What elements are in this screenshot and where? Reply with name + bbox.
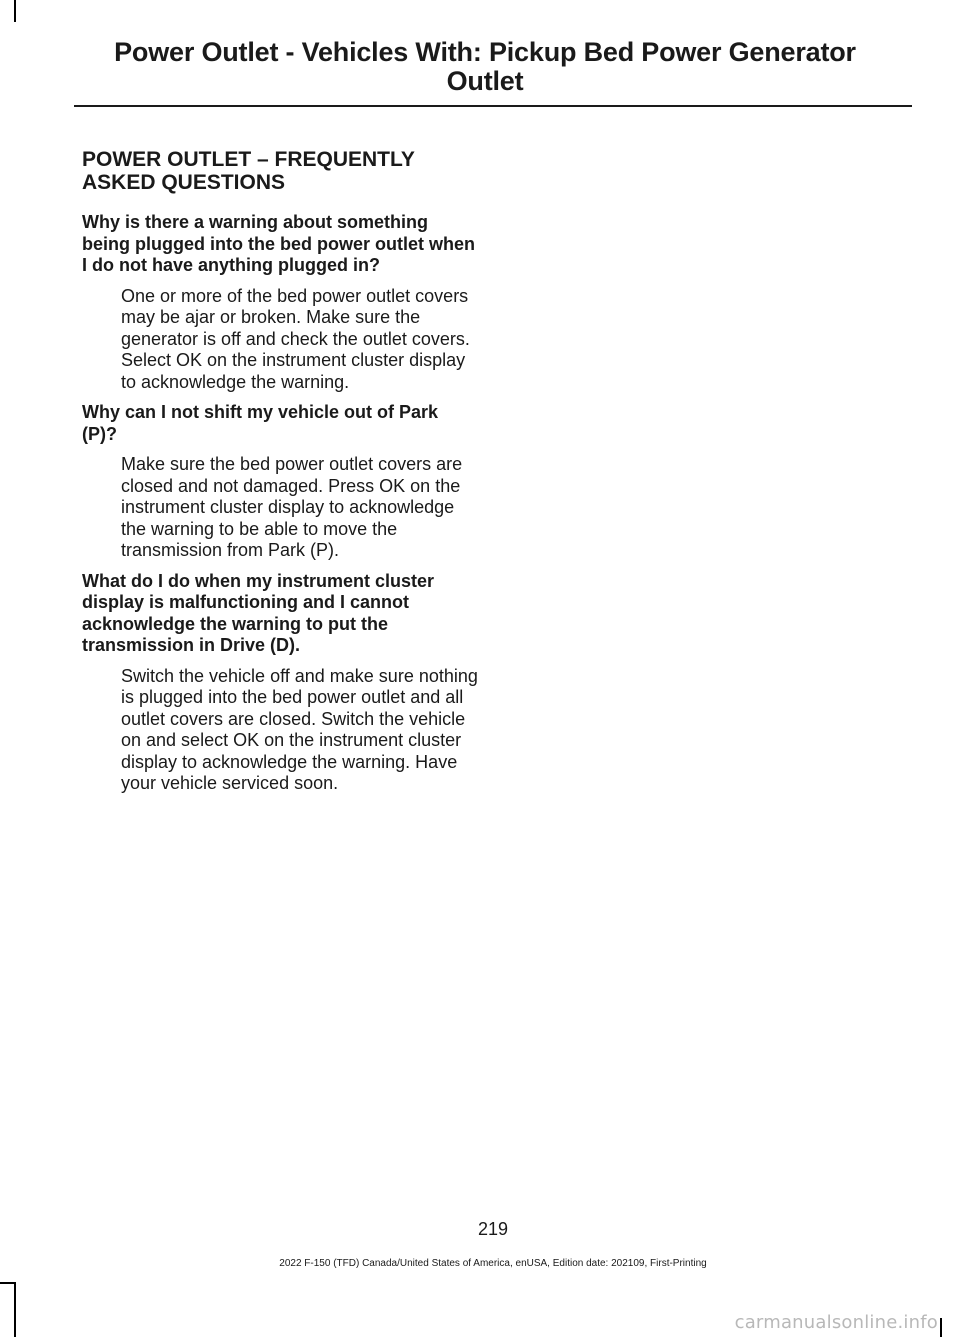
watermark-text: carmanualsonline.info — [734, 1312, 938, 1333]
main-column — [82, 148, 478, 804]
header-divider — [74, 105, 912, 107]
section-heading — [82, 148, 478, 194]
crop-mark-bottom-left-horizontal — [0, 1282, 16, 1284]
faq-item — [82, 571, 478, 795]
header-title-line1: Power Outlet - Vehicles With: Pickup Bed Power Generator — [114, 37, 856, 67]
crop-mark-bottom-right — [940, 1318, 942, 1337]
faq-question: Why can I not shift my vehicle out of Park (P)? — [82, 402, 439, 444]
faq-question: Why is there a warning about something being plugged into the bed power outlet when I do not have anything plugged in? — [82, 212, 475, 275]
page-header-title — [60, 38, 910, 96]
faq-answer: One or more of the bed power outlet covers may be ajar or broken. Make sure the generator is off and check the outlet covers. Select OK on the instrument cluster display to acknowledge the warning. — [121, 285, 470, 392]
crop-mark-bottom-left-vertical — [14, 1282, 16, 1337]
page-number: 219 — [477, 1219, 509, 1239]
section-heading-line1: POWER OUTLET – FREQUENTLY — [82, 148, 415, 171]
header-title-line2: Outlet — [446, 66, 524, 96]
faq-question: What do I do when my instrument cluster display is malfunctioning and I cannot acknowledge the warning to put the transmission in Drive (D). — [82, 570, 435, 655]
edition-footer: 2022 F-150 (TFD) Canada/United States of America, enUSA, Edition date: 202109, First-Printing — [279, 1258, 707, 1269]
faq-answer: Switch the vehicle off and make sure nothing is plugged into the bed power outlet and all outlet covers are closed. Switch the vehicle on and select OK on the instrument cluster display to acknowledge the warning. Have your vehicle serviced soon. — [121, 665, 478, 793]
faq-item — [82, 402, 478, 562]
faq-item — [82, 212, 478, 393]
section-heading-line2: ASKED QUESTIONS — [82, 171, 286, 194]
faq-answer: Make sure the bed power outlet covers are closed and not damaged. Press OK on the instrument cluster display to acknowledge the warning to be able to move the transmission from Park (P). — [121, 454, 463, 560]
crop-mark-top-left — [14, 0, 16, 22]
